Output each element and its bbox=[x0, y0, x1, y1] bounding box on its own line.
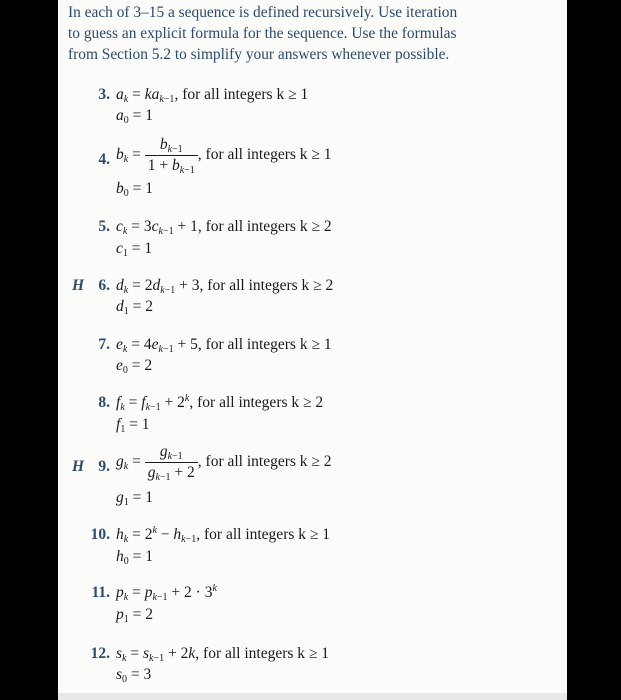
hint-marker: H bbox=[72, 458, 85, 475]
condition: , for all integers k ≥ 1 bbox=[197, 146, 332, 164]
problem-number: 10. bbox=[90, 526, 110, 543]
initial-condition: $a_0 = 1$ bbox=[116, 107, 153, 126]
initial-condition: $p_1 = 2$ bbox=[116, 606, 153, 625]
fraction: $\frac{g_{k-1}}{g_{k-1} + 2}$ bbox=[145, 443, 198, 482]
fraction: $\frac{b_{k-1}}{1 + b_{k-1}}$ bbox=[145, 136, 198, 175]
initial-condition: $d_1 = 2$ bbox=[116, 298, 153, 317]
problem-number: 12. bbox=[90, 645, 110, 662]
problem-number: 7. bbox=[98, 336, 110, 353]
condition: , for all integers k ≥ 2 bbox=[199, 277, 334, 294]
initial-condition: $f_1 = 1$ bbox=[116, 416, 150, 435]
problem-number: 11. bbox=[91, 584, 110, 601]
recurrence: $c_k = 3c_{k-1} + 1$, for all integers k ≥ 2 bbox=[116, 218, 332, 237]
recurrence: $p_k = p_{k-1} + 2 \cdot 3^k$ bbox=[116, 583, 217, 603]
instructions bbox=[68, 2, 560, 65]
initial-condition: $s_0 = 3$ bbox=[116, 666, 152, 685]
problem-number: 8. bbox=[98, 394, 110, 411]
condition: , for all integers k ≥ 2 bbox=[189, 394, 324, 411]
condition: , for all integers k ≥ 1 bbox=[197, 336, 332, 353]
initial-condition: $g_1 = 1$ bbox=[116, 489, 153, 508]
instructions-line: In each of 3–15 a sequence is defined recursively. Use iteration bbox=[68, 4, 458, 21]
condition: , for all integers k ≥ 1 bbox=[195, 645, 330, 662]
recurrence: $a_k = ka_{k-1}$, for all integers k ≥ 1 bbox=[116, 86, 309, 105]
page-edge bbox=[58, 693, 567, 700]
problem-number: 4. bbox=[98, 151, 110, 168]
initial-condition: $c_1 = 1$ bbox=[116, 240, 153, 259]
condition: , for all integers k ≥ 2 bbox=[197, 453, 332, 471]
recurrence: $h_k = 2^k - h_{k-1}$, for all integers k ≥ 1 bbox=[116, 525, 331, 545]
hint-marker: H bbox=[72, 277, 85, 294]
condition: , for all integers k ≥ 2 bbox=[197, 218, 332, 235]
recurrence: $e_k = 4e_{k-1} + 5$, for all integers k ≥ 1 bbox=[116, 336, 332, 355]
recurrence: $d_k = 2d_{k-1} + 3$, for all integers k ≥ 2 bbox=[116, 277, 334, 296]
problem-number: 6. bbox=[98, 277, 110, 294]
recurrence: $b_k$ = $\frac{b_{k-1}}{1 + b_{k-1}}$ , for all integers k ≥ 1 bbox=[116, 136, 332, 176]
recurrence: $s_k = s_{k-1} + 2k$, for all integers k ≥ 1 bbox=[116, 645, 330, 664]
textbook-page bbox=[58, 0, 567, 700]
problem-number: 3. bbox=[98, 86, 110, 103]
recurrence: $g_k$ = $\frac{g_{k-1}}{g_{k-1} + 2}$ , for all integers k ≥ 2 bbox=[116, 443, 332, 483]
recurrence: $f_k = f_{k-1} + 2^k$, for all integers k ≥ 2 bbox=[116, 393, 324, 413]
initial-condition: $h_0 = 1$ bbox=[116, 548, 153, 567]
problem-number: 9. bbox=[98, 458, 110, 475]
instructions-line: from Section 5.2 to simplify your answers whenever possible. bbox=[68, 46, 450, 63]
initial-condition: $b_0 = 1$ bbox=[116, 180, 153, 199]
problem-number: 5. bbox=[98, 218, 110, 235]
condition: , for all integers k ≥ 1 bbox=[196, 526, 331, 543]
instructions-line: to guess an explicit formula for the sequence. Use the formulas bbox=[68, 25, 457, 42]
initial-condition: $e_0 = 2$ bbox=[116, 357, 153, 376]
condition: , for all integers k ≥ 1 bbox=[174, 86, 309, 103]
